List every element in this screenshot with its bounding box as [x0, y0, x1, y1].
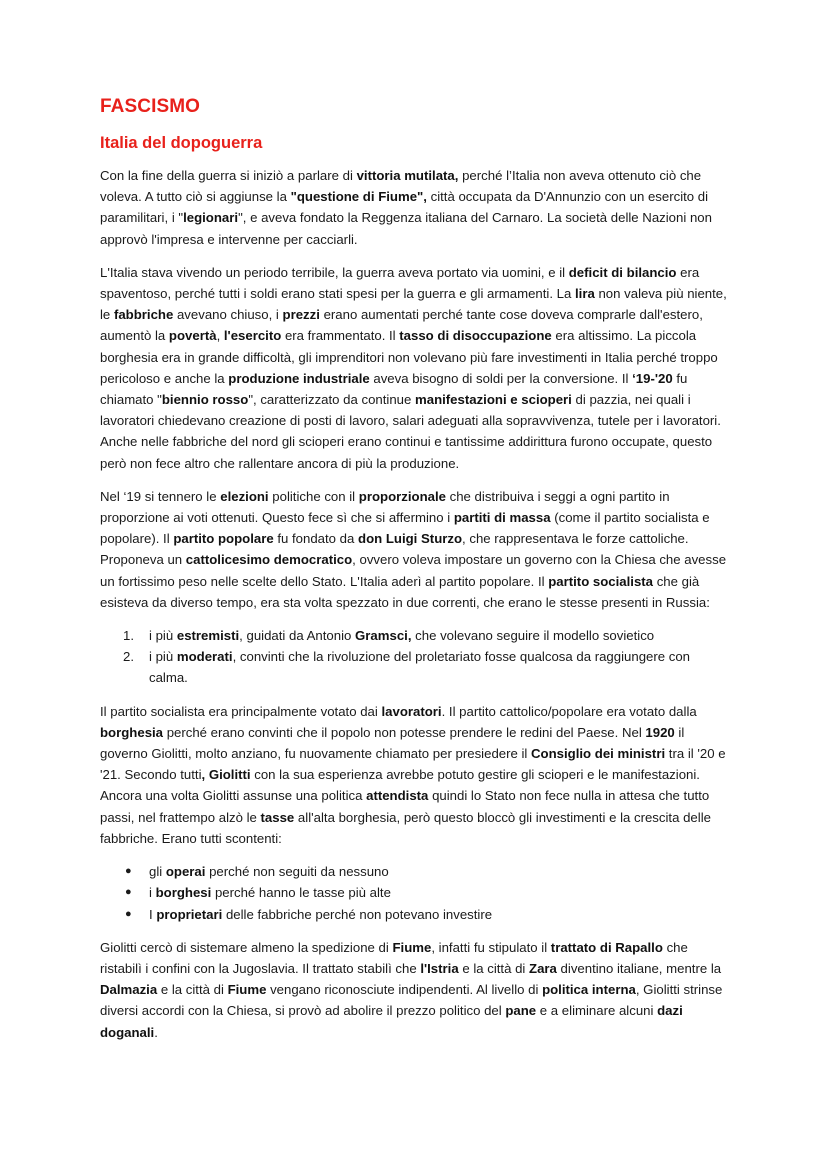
paragraph-vittoria-mutilata: Con la fine della guerra si iniziò a parlare di vittoria mutilata, perché l’Italia non aveva ottenuto ciò che voleva. A tutto ciò si aggiunse la "questione di Fiume", città occupata da D'Annunzio con un esercito di paramilitari, i "legionari", e aveva fondato la Reggenza italiana del Carnaro. La società delle Nazioni non approvò l'impresa e intervenne per cacciarli.: [100, 168, 712, 247]
bold-term: pane: [505, 1003, 537, 1019]
bold-term: biennio rosso: [161, 392, 249, 408]
bold-term: tasse: [260, 809, 295, 825]
bold-term: Gramsci,: [355, 628, 412, 644]
bold-term: vittoria mutilata,: [356, 168, 459, 183]
bold-term: elezioni: [220, 488, 269, 504]
bold-term: cattolicesimo democratico: [185, 552, 353, 568]
bold-term: borghesia: [100, 724, 164, 740]
bold-term: don Luigi Sturzo: [358, 531, 463, 547]
bold-term: "questione di Fiume",: [290, 189, 427, 205]
list-item-text: gli operai perché non seguiti da nessuno: [149, 864, 389, 880]
bullet-list: [100, 861, 732, 925]
list-item-text: i borghesi perché hanno le tasse più alte: [149, 885, 391, 901]
document-page: [100, 96, 732, 1055]
list-item: [100, 625, 732, 646]
bold-term: Fiume: [392, 939, 432, 955]
bold-term: legionari: [183, 210, 239, 226]
bold-term: borghesi: [155, 885, 212, 901]
bold-term: moderati: [176, 649, 233, 665]
bold-term: deficit di bilancio: [568, 264, 677, 280]
bold-term: partiti di massa: [453, 510, 551, 526]
paragraph-giolitti: Il partito socialista era principalmente votato dai lavoratori. Il partito cattolico/popolare era votato dalla borghesia perché erano convinti che il popolo non potesse prendere le redini del Paese. Nel 1920 il governo Giolitti, molto anziano, fu nuovamente chiamato per presiedere il Consiglio dei ministri tra il '20 e '21. Secondo tutti, Giolitti con la sua esperienza avrebbe potuto gestire gli scioperi e le manifestazioni. Ancora una volta Giolitti assunse una politica attendista quindi lo Stato non fece nulla in attesa che tutto passi, nel frattempo alzò le tasse all'alta borghesia, però questo bloccò gli investimenti e la crescita delle fabbriche. Erano tutti scontenti:: [100, 703, 726, 846]
paragraph-trattato-rapallo: Giolitti cercò di sistemare almeno la spedizione di Fiume, infatti fu stipulato il trattato di Rapallo che ristabilì i confini con la Jugoslavia. Il trattato stabilì che l'Istria e la città di Zara diventino italiane, mentre la Dalmazia e la città di Fiume vengano riconosciute indipendenti. Al livello di politica interna, Giolitti strinse diversi accordi con la Chiesa, si provò ad abolire il prezzo politico del pane e a eliminare alcuni dazi doganali.: [100, 939, 723, 1040]
bold-term: l'esercito: [223, 328, 282, 344]
bold-term: ‘19-'20: [632, 370, 673, 386]
page-title: FASCISMO: [100, 96, 201, 117]
list-item-text: i più moderati, convinti che la rivoluzione del proletariato fosse qualcosa da raggiungere con calma.: [149, 649, 691, 686]
list-number: 2.: [123, 649, 134, 665]
bullet-icon: ●: [125, 865, 132, 878]
list-item: [100, 646, 732, 688]
bold-term: tasso di disoccupazione: [399, 328, 552, 344]
paragraph-biennio-rosso: L'Italia stava vivendo un periodo terribile, la guerra aveva portato via uomini, e il deficit di bilancio era spaventoso, perché tutti i soldi erano stati spesi per la guerra e gli armamenti. La lira non valeva più niente, le fabbriche avevano chiuso, i prezzi erano aumentati perché tante cose doveva comprarle dall'estero, aumentò la povertà, l'esercito era frammentato. Il tasso di disoccupazione era altissimo. La piccola borghesia era in grande difficoltà, gli imprenditori non volevano più fare investimenti in Italia perché troppo pericoloso e anche la produzione industriale aveva bisogno di soldi per la conversione. Il ‘19-'20 fu chiamato "biennio rosso", caratterizzato da continue manifestazioni e scioperi di pazzia, nei quali i lavoratori chiedevano creazione di posti di lavoro, salari adeguati alla sopravvivenza, tutele per i lavoratori. Anche nelle fabbriche del nord gli scioperi erano continui e tantissime addirittura furono occupate, questo però non fece altro che rallentare ancora di più la produzione.: [100, 264, 727, 471]
bold-term: estremisti: [176, 628, 240, 644]
bold-term: dazi doganali: [100, 1003, 683, 1040]
bold-term: lira: [575, 286, 595, 302]
list-item: [100, 861, 732, 882]
numbered-list: [100, 625, 732, 689]
bold-term: l'Istria: [420, 960, 459, 976]
bold-term: manifestazioni e scioperi: [415, 392, 572, 408]
bold-term: trattato di Rapallo: [550, 939, 663, 955]
bullet-icon: ●: [125, 907, 132, 920]
bold-term: lavoratori: [381, 703, 442, 719]
bold-term: attendista: [366, 788, 429, 804]
section-heading: Italia del dopoguerra: [100, 134, 263, 152]
list-number: 1.: [123, 628, 134, 644]
bold-term: , Giolitti: [201, 767, 251, 783]
bold-term: operai: [165, 864, 206, 880]
bold-term: partito popolare: [173, 531, 274, 547]
bullet-icon: ●: [125, 886, 132, 899]
bold-term: proporzionale: [358, 488, 446, 504]
bold-term: Consiglio dei ministri: [531, 746, 666, 762]
bold-term: politica interna: [542, 982, 636, 998]
bold-term: fabbriche: [113, 307, 174, 323]
bold-term: Fiume: [227, 982, 267, 998]
list-item-text: I proprietari delle fabbriche perché non potevano investire: [149, 906, 493, 922]
paragraph-elezioni: Nel ‘19 si tennero le elezioni politiche con il proporzionale che distribuiva i seggi a ogni partito in proporzione ai voti ottenuti. Questo fece sì che si affermino i partiti di massa (come il partito socialista e popolare). Il partito popolare fu fondato da don Luigi Sturzo, che rappresentava le forze cattoliche. Proponeva un cattolicesimo democratico, ovvero voleva impostare un governo con la Chiesa che avesse un fortissimo peso nelle scelte dello Stato. L'Italia aderì al partito popolare. Il partito socialista che già esisteva da diverso tempo, era sta volta spezzato in due correnti, che erano le stesse presenti in Russia:: [100, 488, 727, 610]
bold-term: produzione industriale: [228, 370, 370, 386]
bold-term: proprietari: [156, 906, 223, 922]
list-item-text: i più estremisti, guidati da Antonio Gramsci, che volevano seguire il modello sovietico: [149, 628, 655, 644]
list-item: [100, 904, 732, 925]
bold-term: prezzi: [282, 307, 320, 323]
bold-term: povertà: [168, 328, 217, 344]
bold-term: Dalmazia: [100, 982, 158, 998]
bold-term: Zara: [529, 960, 557, 976]
bold-term: 1920: [645, 724, 675, 740]
bold-term: partito socialista: [548, 573, 654, 589]
list-item: [100, 882, 732, 903]
